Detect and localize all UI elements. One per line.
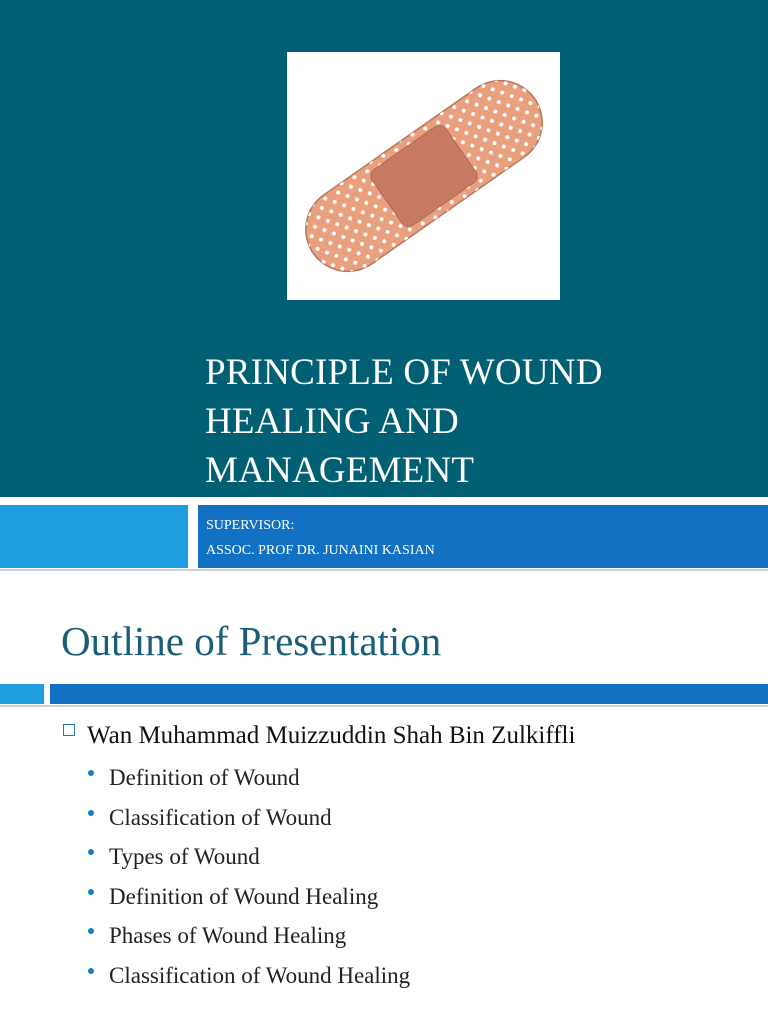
- bullet-dot-icon: [88, 770, 94, 776]
- outline-divider: [0, 705, 768, 707]
- bullet-dot-icon: [88, 889, 94, 895]
- bandage-image: [287, 52, 560, 300]
- list-item-label: Definition of Wound: [109, 765, 300, 790]
- list-item: [88, 956, 410, 996]
- list-item: [88, 837, 410, 877]
- list-item: [88, 758, 410, 798]
- title-line-3: MANAGEMENT: [205, 450, 475, 491]
- supervisor-name: ASSOC. PROF DR. JUNAINI KASIAN: [206, 543, 435, 558]
- supervisor-info: [206, 513, 435, 563]
- list-item-label: Definition of Wound Healing: [109, 883, 379, 909]
- presenter-bullet: [63, 720, 575, 752]
- outline-bar-left: [0, 684, 44, 704]
- band-left-block: [0, 505, 188, 568]
- bullet-dot-icon: [88, 810, 94, 816]
- list-item-label: Classification of Wound Healing: [109, 962, 411, 988]
- title-line-1: PRINCIPLE OF WOUND: [205, 352, 603, 393]
- bullet-dot-icon: [88, 928, 94, 934]
- outline-list: [88, 758, 410, 995]
- bullet-dot-icon: [88, 968, 94, 974]
- presenter-name: Wan Muhammad Muizzuddin Shah Bin Zulkiffli: [87, 722, 576, 749]
- band-divider: [0, 569, 768, 571]
- outline-bar-right: [50, 684, 768, 704]
- square-bullet-icon: [63, 724, 75, 736]
- list-item-label: Phases of Wound Healing: [109, 923, 347, 948]
- list-item-label: Types of Wound: [109, 844, 260, 869]
- outline-title: Outline of Presentation: [61, 618, 442, 664]
- bandage-icon: [287, 52, 560, 300]
- list-item-label: Classification of Wound: [109, 804, 332, 830]
- supervisor-label: SUPERVISOR:: [206, 518, 295, 533]
- list-item: [88, 798, 410, 838]
- title-line-2: HEALING AND: [205, 401, 459, 442]
- list-item: [88, 916, 410, 956]
- list-item: [88, 877, 410, 917]
- slide-title: [205, 348, 745, 495]
- outline-slide: [0, 575, 768, 1024]
- bullet-dot-icon: [88, 849, 94, 855]
